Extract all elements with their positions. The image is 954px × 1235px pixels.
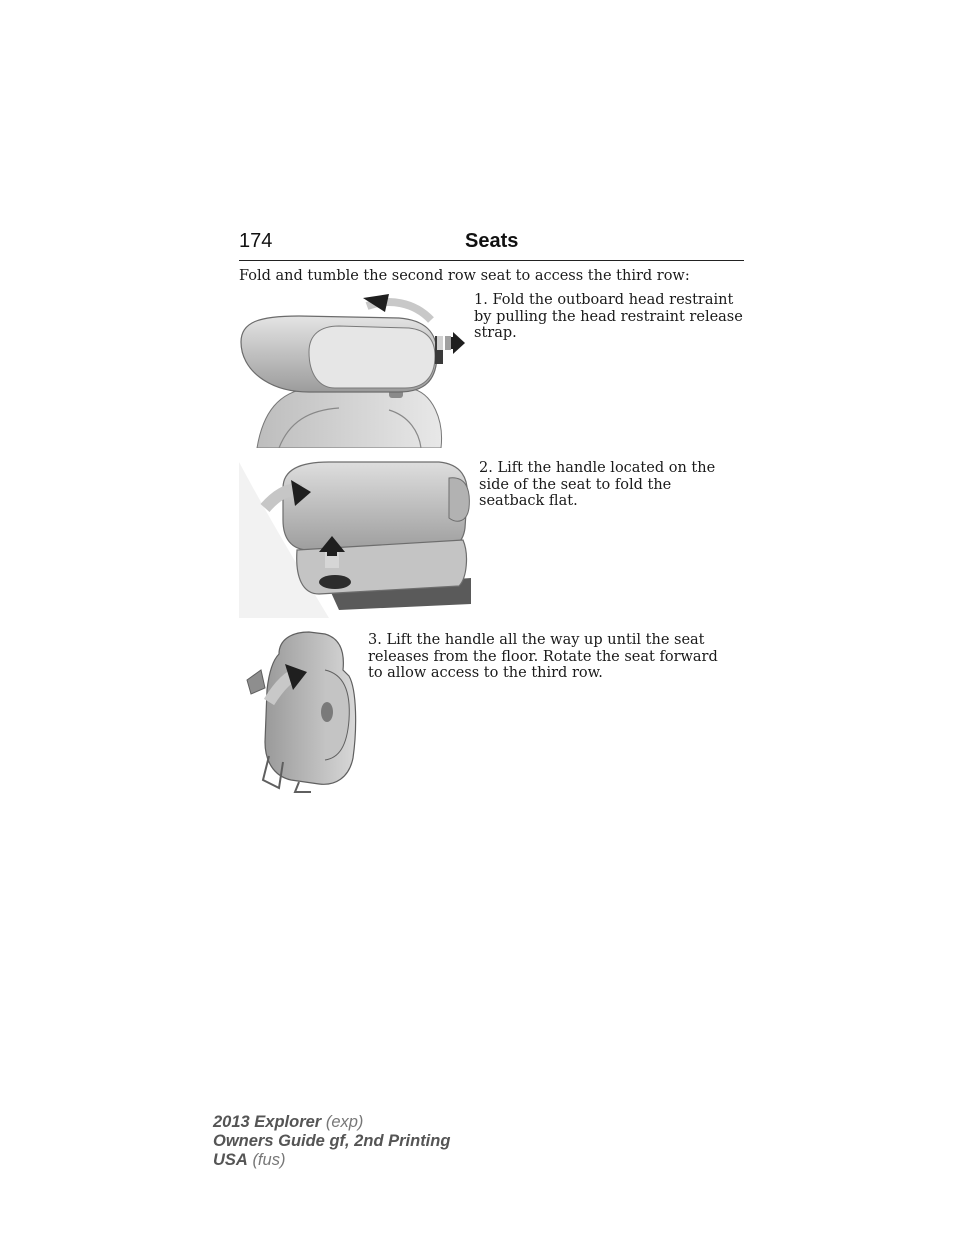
page-header	[239, 228, 744, 261]
step-2-text: 2. Lift the handle located on the side of the seat to fold the seatback flat.	[479, 460, 716, 509]
seat-tumble-illustration	[239, 630, 363, 794]
footer	[213, 1113, 450, 1170]
step-3-text: 3. Lift the handle all the way up until the seat releases from the floor. Rotate the seat forward to allow access to the third row.	[368, 632, 718, 681]
step-1-text: 1. Fold the outboard head restraint by pulling the head restraint release strap.	[474, 292, 743, 341]
head-restraint-fold-illustration	[239, 292, 469, 448]
page-number: 174	[239, 230, 273, 252]
footer-line-1: 2013 Explorer (exp)	[213, 1113, 364, 1131]
seatback-fold-illustration	[239, 458, 471, 618]
footer-line-2: Owners Guide gf, 2nd Printing	[213, 1132, 451, 1150]
intro-text: Fold and tumble the second row seat to access the third row:	[239, 268, 690, 284]
section-title: Seats	[465, 230, 519, 252]
footer-line-3: USA (fus)	[213, 1151, 286, 1169]
